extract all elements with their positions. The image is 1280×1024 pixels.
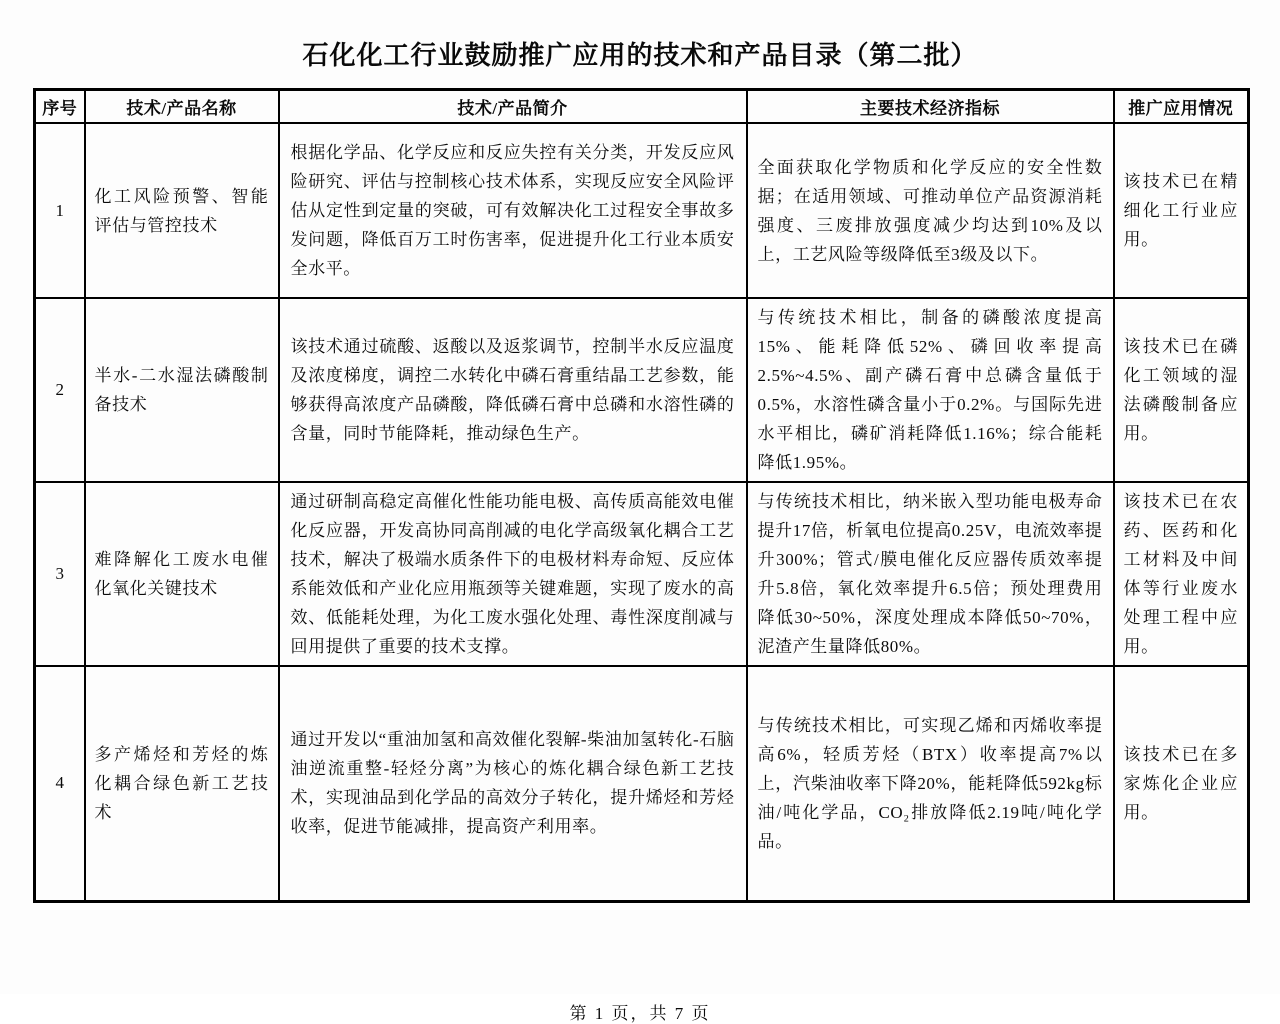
technology-indicators: 全面获取化学物质和化学反应的安全性数据；在适用领域、可推动单位产品资源消耗强度、三废排放强度减少均达到10%及以上，工艺风险等级降低至3级及以下。: [747, 123, 1114, 298]
header-cell-application: 推广应用情况: [1114, 89, 1249, 123]
table-header-row: [35, 89, 1249, 123]
technology-application: 该技术已在多家炼化企业应用。: [1114, 666, 1249, 901]
technology-application: 该技术已在精细化工行业应用。: [1114, 123, 1249, 298]
table-row: [35, 123, 1249, 298]
technology-indicators: 与传统技术相比，可实现乙烯和丙烯收率提高6%，轻质芳烃（BTX）收率提高7%以上，汽柴油收率下降20%，能耗降低592kg标油/吨化学品，CO₂排放降低2.19吨/吨化学品。: [747, 666, 1114, 901]
technology-intro: 根据化学品、化学反应和反应失控有关分类，开发反应风险研究、评估与控制核心技术体系，实现反应安全风险评估从定性到定量的突破，可有效解决化工过程安全事故多发问题，降低百万工时伤害率，促进提升化工行业本质安全水平。: [279, 123, 747, 298]
row-number: 4: [35, 666, 85, 901]
row-number: 2: [35, 298, 85, 482]
header-cell-intro: 技术/产品简介: [279, 89, 747, 123]
header-cell-indicators: 主要技术经济指标: [747, 89, 1114, 123]
page-title: 石化化工行业鼓励推广应用的技术和产品目录（第二批）: [302, 41, 978, 70]
technology-intro: 该技术通过硫酸、返酸以及返浆调节，控制半水反应温度及浓度梯度，调控二水转化中磷石膏重结晶工艺参数，能够获得高浓度产品磷酸，降低磷石膏中总磷和水溶性磷的含量，同时节能降耗，推动绿色生产。: [279, 298, 747, 482]
catalog-table: [33, 88, 1250, 903]
row-number: 3: [35, 482, 85, 666]
technology-indicators: 与传统技术相比，纳米嵌入型功能电极寿命提升17倍，析氧电位提高0.25V，电流效率提升300%；管式/膜电催化反应器传质效率提升5.8倍，氧化效率提升6.5倍；预处理费用降低30~50%，深度处理成本降低50~70%，泥渣产生量降低80%。: [747, 482, 1114, 666]
header-cell-number: 序号: [35, 89, 85, 123]
technology-name: 多产烯烃和芳烃的炼化耦合绿色新工艺技术: [85, 666, 279, 901]
row-number: 1: [35, 123, 85, 298]
header-cell-name: 技术/产品名称: [85, 89, 279, 123]
technology-name: 化工风险预警、智能评估与管控技术: [85, 123, 279, 298]
technology-application: 该技术已在农药、医药和化工材料及中间体等行业废水处理工程中应用。: [1114, 482, 1249, 666]
technology-intro: 通过研制高稳定高催化性能功能电极、高传质高能效电催化反应器，开发高协同高削减的电化学高级氧化耦合工艺技术，解决了极端水质条件下的电极材料寿命短、反应体系能效低和产业化应用瓶颈等关键难题，实现了废水的高效、低能耗处理，为化工废水强化处理、毒性深度削减与回用提供了重要的技术支撑。: [279, 482, 747, 666]
table-row: [35, 298, 1249, 482]
technology-indicators: 与传统技术相比，制备的磷酸浓度提高15%、能耗降低52%、磷回收率提高2.5%~4.5%、副产磷石膏中总磷含量低于0.5%，水溶性磷含量小于0.2%。与国际先进水平相比，磷矿消耗降低1.16%；综合能耗降低1.95%。: [747, 298, 1114, 482]
page-footer: 第 1 页，共 7 页: [569, 1003, 711, 1023]
technology-name: 难降解化工废水电催化氧化关键技术: [85, 482, 279, 666]
technology-intro: 通过开发以“重油加氢和高效催化裂解-柴油加氢转化-石脑油逆流重整-轻烃分离”为核心的炼化耦合绿色新工艺技术，实现油品到化学品的高效分子转化，提升烯烃和芳烃收率，促进节能减排，提高资产利用率。: [279, 666, 747, 901]
table-row: [35, 666, 1249, 901]
technology-application: 该技术已在磷化工领域的湿法磷酸制备应用。: [1114, 298, 1249, 482]
table-row: [35, 482, 1249, 666]
technology-name: 半水-二水湿法磷酸制备技术: [85, 298, 279, 482]
